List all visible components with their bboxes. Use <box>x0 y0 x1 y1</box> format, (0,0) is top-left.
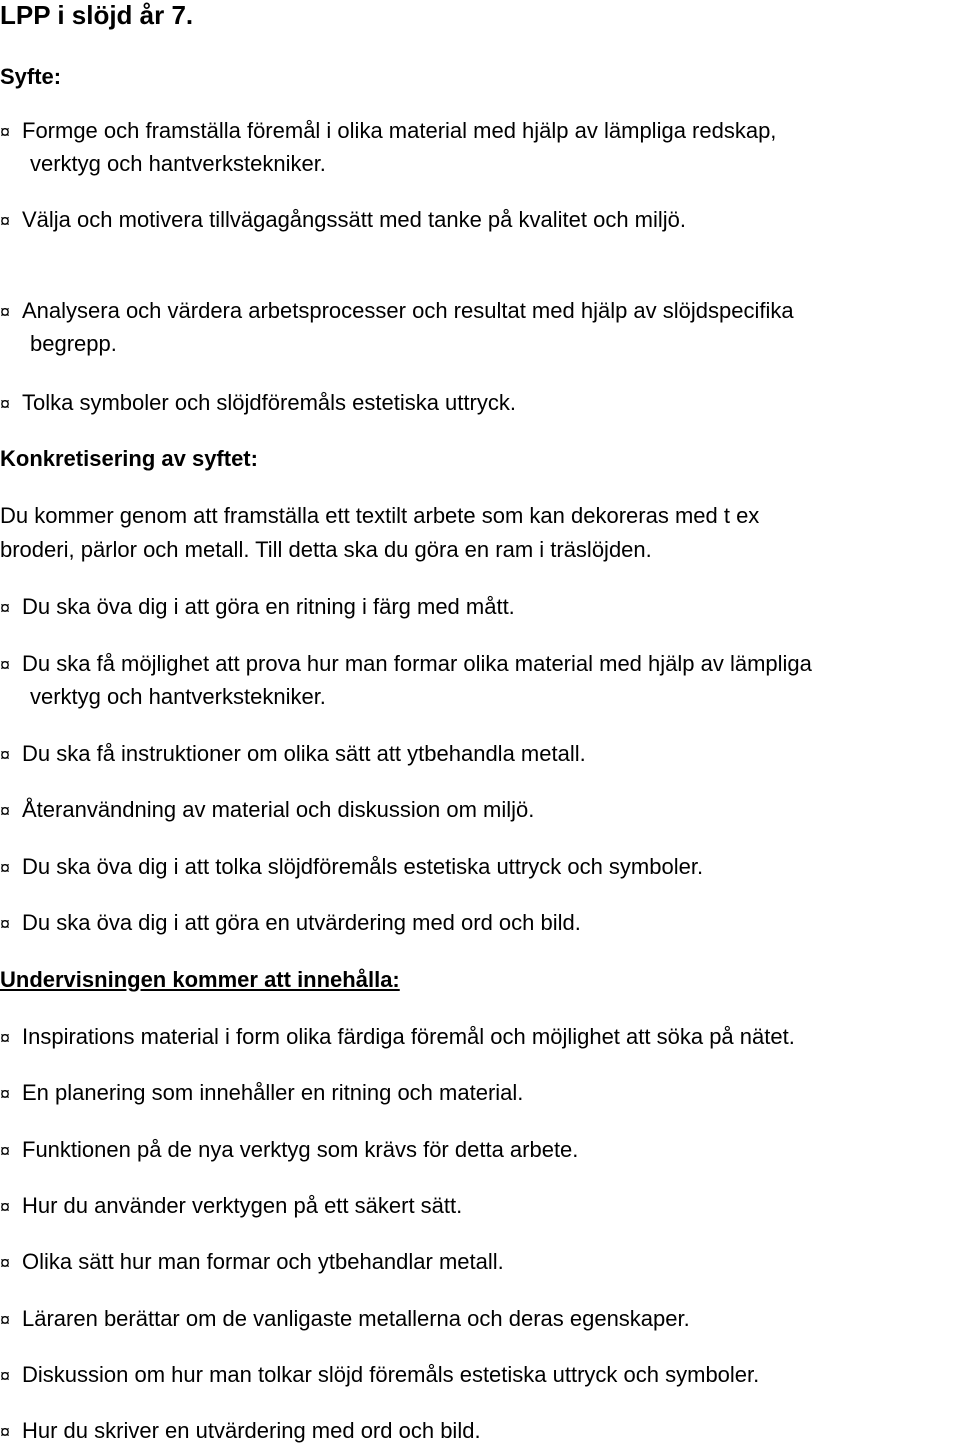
bullet-icon: ¤ <box>0 914 11 934</box>
bullet-icon: ¤ <box>0 598 11 618</box>
bullet-icon: ¤ <box>0 1253 11 1273</box>
bullet-icon: ¤ <box>0 655 11 675</box>
list-item: ¤ Formge och framställa föremål i olika material med hjälp av lämpliga redskap, verktyg och hantverkstekniker. <box>0 114 958 181</box>
bullet-icon: ¤ <box>0 211 11 231</box>
list-item: ¤ Hur du använder verktygen på ett säkert sätt. <box>0 1189 958 1224</box>
list-item: ¤ Du ska öva dig i att tolka slöjdföremåls estetiska uttryck och symboler. <box>0 850 958 885</box>
list-item: ¤ Du ska öva dig i att göra en ritning i färg med mått. <box>0 590 958 625</box>
list-item: ¤ Du ska få instruktioner om olika sätt att ytbehandla metall. <box>0 737 958 772</box>
bullet-icon: ¤ <box>0 1028 11 1048</box>
list-item: ¤ Välja och motivera tillvägagångssätt med tanke på kvalitet och miljö. <box>0 203 958 238</box>
section-heading-konkretisering: Konkretisering av syftet: <box>0 446 258 471</box>
list-item: ¤ Diskussion om hur man tolkar slöjd föremåls estetiska uttryck och symboler. <box>0 1358 958 1393</box>
list-item: ¤ Inspirations material i form olika färdiga föremål och möjlighet att söka på nätet. <box>0 1020 958 1055</box>
bullet-icon: ¤ <box>0 1084 11 1104</box>
bullet-icon: ¤ <box>0 858 11 878</box>
bullet-icon: ¤ <box>0 122 11 142</box>
list-item: ¤ Olika sätt hur man formar och ytbehandlar metall. <box>0 1245 958 1280</box>
bullet-icon: ¤ <box>0 1197 11 1217</box>
list-item: ¤ Hur du skriver en utvärdering med ord och bild. <box>0 1414 958 1449</box>
bullet-icon: ¤ <box>0 1141 11 1161</box>
list-item: ¤ Funktionen på de nya verktyg som krävs för detta arbete. <box>0 1133 958 1168</box>
list-item: ¤ Du ska öva dig i att göra en utvärdering med ord och bild. <box>0 906 958 941</box>
bullet-icon: ¤ <box>0 302 11 322</box>
list-item: ¤ Återanvändning av material och diskussion om miljö. <box>0 793 958 828</box>
list-item: ¤ Läraren berättar om de vanligaste metallerna och deras egenskaper. <box>0 1302 958 1337</box>
bullet-icon: ¤ <box>0 1310 11 1330</box>
page-title: LPP i slöjd år 7. <box>0 0 194 30</box>
bullet-icon: ¤ <box>0 745 11 765</box>
list-item: ¤ Tolka symboler och slöjdföremåls estetiska uttryck. <box>0 386 958 421</box>
section-heading-syfte: Syfte: <box>0 64 62 89</box>
bullet-icon: ¤ <box>0 1366 11 1386</box>
paragraph-line: broderi, pärlor och metall. Till detta ska du göra en ram i träslöjden. <box>0 537 652 562</box>
bullet-icon: ¤ <box>0 1422 11 1442</box>
bullet-icon: ¤ <box>0 801 11 821</box>
list-item: ¤ Analysera och värdera arbetsprocesser och resultat med hjälp av slöjdspecifika begrepp. <box>0 294 958 361</box>
paragraph-line: Du kommer genom att framställa ett textilt arbete som kan dekoreras med t ex <box>0 503 760 528</box>
list-item: ¤ En planering som innehåller en ritning och material. <box>0 1076 958 1111</box>
bullet-icon: ¤ <box>0 394 11 414</box>
section-heading-undervisning: Undervisningen kommer att innehålla: <box>0 967 400 992</box>
list-item: ¤ Du ska få möjlighet att prova hur man formar olika material med hjälp av lämpliga verktyg och hantverkstekniker. <box>0 647 958 714</box>
